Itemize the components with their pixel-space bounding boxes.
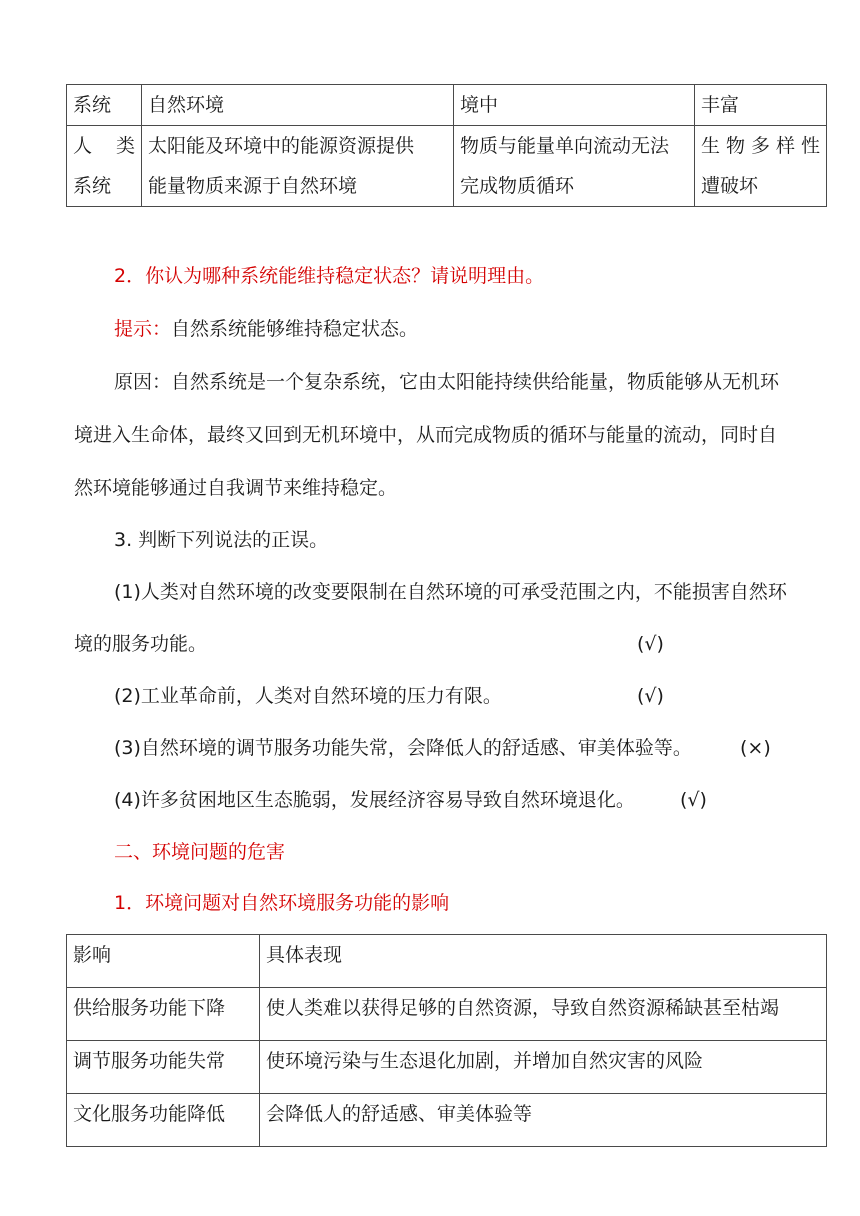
table-header-row xyxy=(67,935,827,988)
table-cell: 使环境污染与生态退化加剧，并增加自然灾害的风险 xyxy=(260,1041,827,1094)
judge-mark-2: (√) xyxy=(637,685,664,707)
table-cell: 丰富 xyxy=(695,85,827,126)
cell-line: 完成物质循环 xyxy=(460,175,575,197)
table-header-cell: 影响 xyxy=(67,935,260,988)
section-2-subtitle: 1．环境问题对自然环境服务功能的影响 xyxy=(114,892,450,914)
table-row xyxy=(67,85,827,126)
cell-line: 生物多样性 xyxy=(701,135,820,157)
table-row xyxy=(67,1041,827,1094)
table-cell xyxy=(142,126,454,207)
reason-line-2: 境进入生命体，最终又回到无机环境中，从而完成物质的循环与能量的流动，同时自 xyxy=(74,424,778,446)
table-header-cell: 具体表现 xyxy=(260,935,827,988)
table-cell: 自然环境 xyxy=(142,85,454,126)
table-cell: 调节服务功能失常 xyxy=(67,1041,260,1094)
cell-line: 太阳能及环境中的能源资源提供 xyxy=(148,135,415,157)
table-row xyxy=(67,1094,827,1147)
judge-mark-1: (√) xyxy=(637,633,664,655)
table-cell: 使人类难以获得足够的自然资源，导致自然资源稀缺甚至枯竭 xyxy=(260,988,827,1041)
table-cell xyxy=(695,126,827,207)
judge-mark-4: (√) xyxy=(680,789,707,811)
hint-line xyxy=(114,316,860,342)
hint-text: 自然系统能够维持稳定状态。 xyxy=(171,318,419,340)
table-cell: 文化服务功能降低 xyxy=(67,1094,260,1147)
cell-line: 能量物质来源于自然环境 xyxy=(148,175,358,197)
question-3-title: 3. 判断下列说法的正误。 xyxy=(114,529,329,551)
section-2-title: 二、环境问题的危害 xyxy=(114,841,286,863)
cell-line: 物质与能量单向流动无法 xyxy=(460,135,670,157)
question-2-title: 2．你认为哪种系统能维持稳定状态？请说明理由。 xyxy=(114,265,545,287)
table-row xyxy=(67,126,827,207)
judge-item-1-line-1: (1)人类对自然环境的改变要限制在自然环境的可承受范围之内，不能损害自然环 xyxy=(114,581,787,603)
cell-line: 遭破坏 xyxy=(701,175,759,197)
judge-item-1-line-2: 境的服务功能。 xyxy=(74,633,208,655)
reason-line-3: 然环境能够通过自我调节来维持稳定。 xyxy=(74,477,398,499)
table-cell xyxy=(67,126,142,207)
judge-item-3: (3)自然环境的调节服务功能失常，会降低人的舒适感、审美体验等。 xyxy=(114,737,692,759)
table-cell: 系统 xyxy=(67,85,142,126)
system-comparison-table xyxy=(66,84,827,207)
hint-label: 提示： xyxy=(114,318,172,340)
table-row xyxy=(67,988,827,1041)
table-cell: 会降低人的舒适感、审美体验等 xyxy=(260,1094,827,1147)
cell-line: 人 类 xyxy=(73,135,135,157)
judge-mark-3: (×) xyxy=(740,737,771,759)
table-cell xyxy=(454,126,695,207)
impact-table xyxy=(66,934,827,1147)
judge-item-2: (2)工业革命前，人类对自然环境的压力有限。 xyxy=(114,685,502,707)
table-cell: 境中 xyxy=(454,85,695,126)
reason-line-1: 原因：自然系统是一个复杂系统，它由太阳能持续供给能量，物质能够从无机环 xyxy=(114,371,780,393)
table-cell: 供给服务功能下降 xyxy=(67,988,260,1041)
cell-line: 系统 xyxy=(73,175,112,197)
judge-item-4: (4)许多贫困地区生态脆弱，发展经济容易导致自然环境退化。 xyxy=(114,789,635,811)
